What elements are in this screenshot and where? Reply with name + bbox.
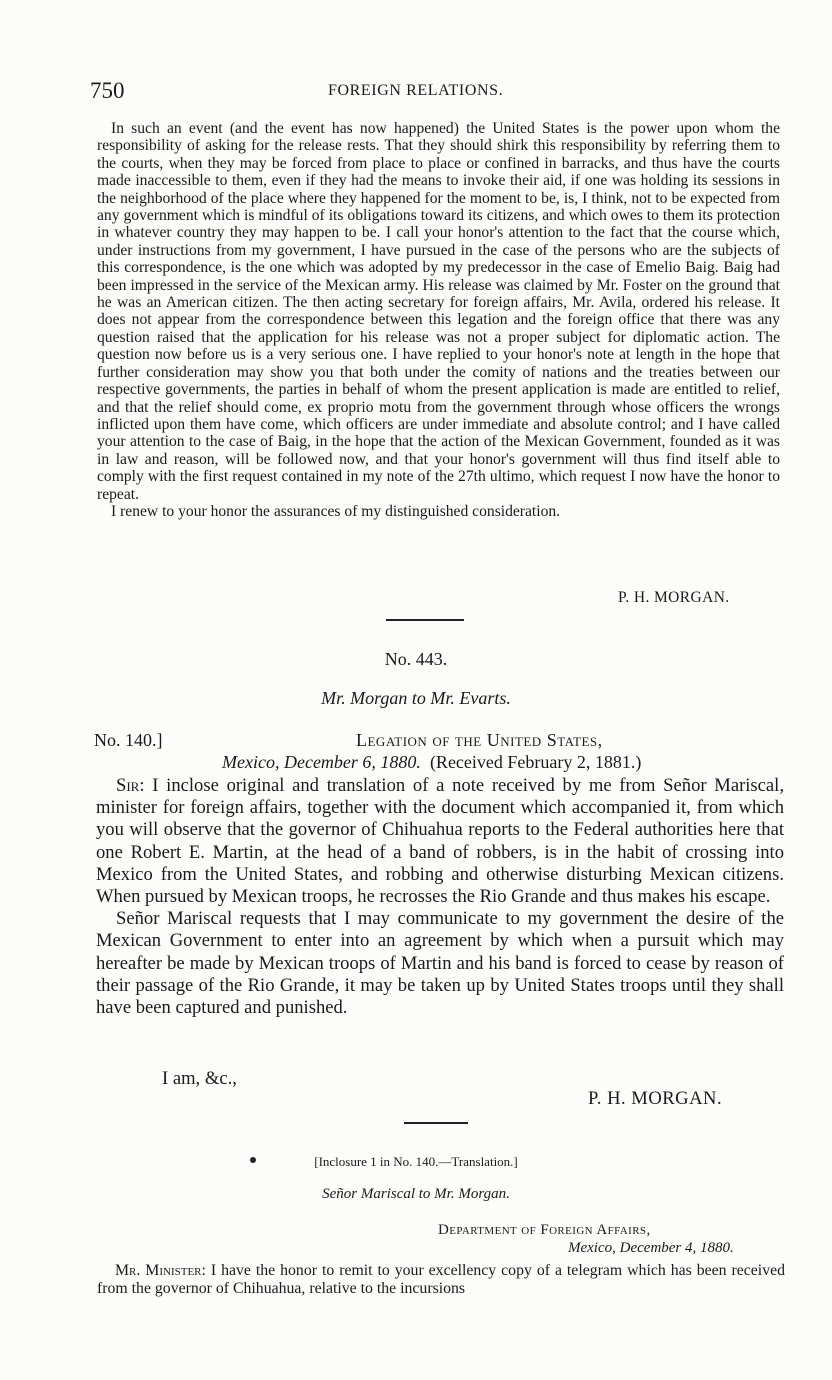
salutation: Mr. Minister: [115,1262,206,1279]
place-date: Mexico, December 6, 1880. [222,752,421,772]
received-date: (Received February 2, 1881.) [429,752,642,772]
inclosure-heading: Señor Mariscal to Mr. Morgan. [322,1186,510,1202]
divider [404,1122,468,1124]
body-paragraph: Mr. Minister: I have the honor to remit to your excellency copy of a telegram which has been received from the governor of Chihuahua, relative to the incursions [97,1262,785,1298]
document-number: No. 443. [384,649,448,669]
inclosure-body [97,1262,785,1298]
divider [386,619,464,621]
page-number: 750 [90,78,125,103]
dispatch-number: No. 140.] [94,730,163,750]
legation-line: Legation of the United States, [356,730,603,750]
department-line: Department of Foreign Affairs, [438,1222,651,1238]
body-paragraph: Señor Mariscal requests that I may communicate to my government the desire of the Mexican Government to enter into an agreement by which when a pursuit which may hereafter be made by Mexican troops of Martin and his band is forced to cease by reason of their passage of the Rio Grande, it may be taken up by United States troops until they shall have been captured and punished. [96,908,784,1019]
date-line [222,752,641,773]
letter-body [96,775,784,1019]
signature: P. H. MORGAN. [618,589,730,606]
closing: I am, &c., [162,1068,237,1089]
body-paragraph: Sir: I inclose original and translation of a note received by me from Señor Mariscal, minister for foreign affairs, together with the document which accompanied it, from which you will observe that the governor of Chihuahua reports to the Federal authorities here that one Robert E. Martin, at the head of a band of robbers, is in the habit of crossing into Mexico from the United States, and robbing and otherwise disturbing Mexican citizens. When pursued by Mexican troops, he recrosses the Rio Grande and thus makes his escape. [96,775,784,908]
inclosure-label: [Inclosure 1 in No. 140.—Translation.] [314,1154,518,1169]
continuation-text [97,120,780,520]
signature: P. H. MORGAN. [588,1088,723,1109]
inclosure-date: Mexico, December 4, 1880. [568,1240,734,1256]
document-heading: Mr. Morgan to Mr. Evarts. [321,688,511,708]
continuation-closing: I renew to your honor the assurances of my distinguished consideration. [111,502,561,520]
running-title: FOREIGN RELATIONS. [328,82,504,99]
salutation: Sir: [116,775,145,796]
continuation-paragraph: In such an event (and the event has now happened) the United States is the power upon whom the responsibility of asking for the release rests. That they should shirk this responsibility by referring them to the courts, when they may be forced from place to place or confined in barracks, and thus have the courts made inaccessible to them, even if they had the means to invoke their aid, if one was holding its sessions in the neighborhood of the place where they happened for the moment to be, is, I think, not to be expected from any government which is mindful of its obligations toward its citizens, and which owes to them its protection in whatever country they may happen to be. I call your honor's attention to the fact that the course which, under instructions from my government, I have pursued in the case of the persons who are the subjects of this correspondence, is the one which was adopted by my predecessor in the case of Emelio Baig. Baig had been impressed in the service of the Mexican army. His release was claimed by Mr. Foster on the ground that he was an American citizen. The then acting secretary for foreign affairs, Mr. Avila, ordered his release. It does not appear from the correspondence between this legation and the foreign office that there was any question raised that the application for his release was not a proper subject for diplomatic action. The question now before us is a very serious one. I have replied to your honor's note at length in the hope that further consideration may show you that both under the comity of nations and the treaties between our respective governments, the parties in behalf of whom the present application is made are entitled to relief, and that the relief should come, ex proprio motu from the government through whose officers the wrongs inflicted upon them have come, which officers are under immediate and absolute control; and I have called your attention to the case of Baig, in the hope that the action of the Mexican Government, founded as it was in law and reason, will be followed now, and that your honor's government will thus find itself able to comply with the first request contained in my note of the 27th ultimo, which request I now have the honor to repeat. [97,120,780,503]
